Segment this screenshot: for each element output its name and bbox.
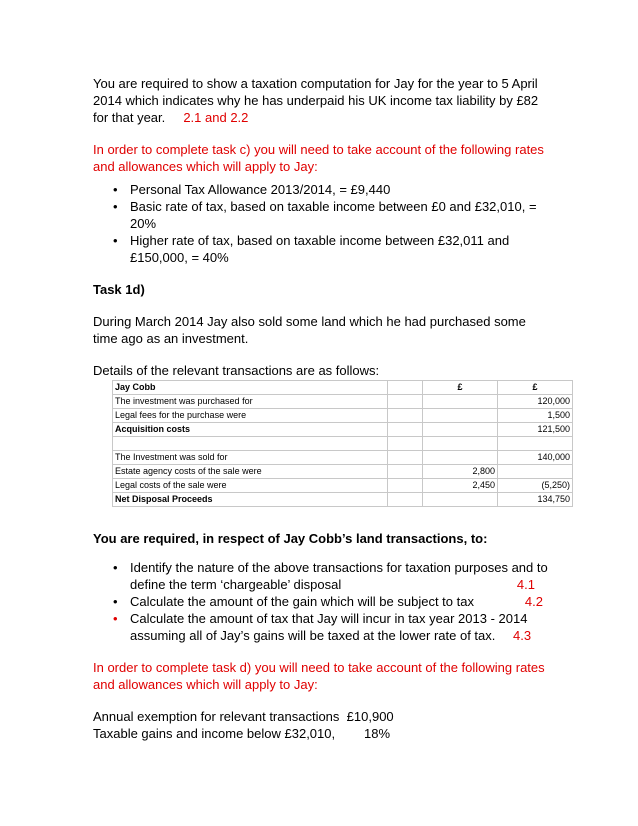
- task-title: Task 1d): [93, 282, 145, 297]
- table-row: Net Disposal Proceeds 134,750: [113, 493, 573, 507]
- table-row: The Investment was sold for 140,000: [113, 451, 573, 465]
- rates-d-line-1: Annual exemption for relevant transactions £10,900: [93, 709, 394, 724]
- task-paragraph-2: Details of the relevant transactions are as follows:: [93, 363, 380, 378]
- task-paragraph-1: During March 2014 Jay also sold some land which he had purchased some time ago as an investment.: [93, 314, 526, 346]
- table-row: Legal costs of the sale were 2,450 (5,250): [113, 479, 573, 493]
- list-item: • Higher rate of tax, based on taxable income between £32,011 and £150,000, = 40%: [93, 232, 553, 266]
- list-item: • Personal Tax Allowance 2013/2014, = £9,440: [93, 181, 553, 198]
- ref-4-3: 4.3: [513, 628, 532, 643]
- table-row: The investment was purchased for 120,000: [113, 395, 573, 409]
- ref-4-1: 4.1: [516, 577, 535, 592]
- required-heading: You are required, in respect of Jay Cobb’s land transactions, to:: [93, 531, 488, 546]
- rates-c-list: [93, 181, 553, 266]
- table-row: Estate agency costs of the sale were 2,800: [113, 465, 573, 479]
- table-row: Legal fees for the purchase were 1,500: [113, 409, 573, 423]
- list-item: • Calculate the amount of tax that Jay will incur in tax year 2013 - 2014 assuming all of Jay’s gains will be taxed at the lower rate of tax. 4.3: [93, 610, 553, 644]
- list-item: • Identify the nature of the above transactions for taxation purposes and to define the term ‘chargeable’ disposal 4.1: [93, 559, 553, 593]
- table-header-row: [113, 381, 573, 395]
- list-item: • Calculate the amount of the gain which will be subject to tax 4.2: [93, 593, 553, 610]
- required-list: [93, 559, 553, 644]
- table-row: Acquisition costs 121,500: [113, 423, 573, 437]
- rates-d-line-2: Taxable gains and income below £32,010, 18%: [93, 726, 391, 741]
- intro-ref: 2.1 and 2.2: [183, 110, 249, 125]
- ref-4-2: 4.2: [524, 594, 543, 609]
- list-item: • Basic rate of tax, based on taxable income between £0 and £32,010, = 20%: [93, 198, 553, 232]
- table-header-col4: £: [498, 381, 573, 395]
- intro-paragraph: [93, 75, 553, 126]
- rates-d-heading: In order to complete task d) you will need to take account of the following rates and allowances which will apply to Jay:: [93, 660, 545, 692]
- rates-c-heading: In order to complete task c) you will need to take account of the following rates and allowances which will apply to Jay:: [93, 142, 544, 174]
- document-body: [93, 75, 553, 379]
- table-header-col3: £: [423, 381, 498, 395]
- intro-text: You are required to show a taxation computation for Jay for the year to 5 April 2014 which indicates why he has underpaid his UK income tax liability by £82 for that year.: [93, 76, 539, 125]
- transactions-table: [112, 380, 573, 507]
- document-body-lower: [93, 530, 553, 742]
- table-row: [113, 437, 573, 451]
- table-header-name: Jay Cobb: [113, 381, 388, 395]
